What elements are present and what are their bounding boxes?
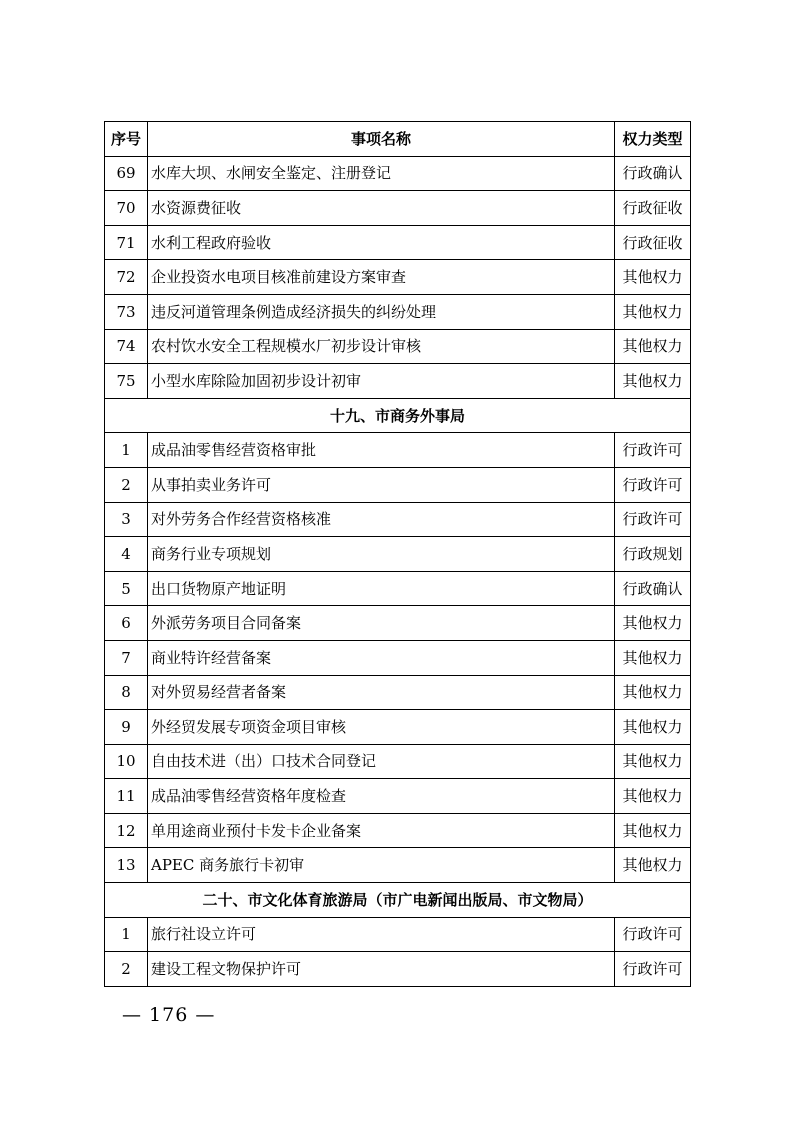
row-power-type: 行政征收	[615, 191, 691, 226]
power-list-table	[104, 121, 691, 987]
row-power-type: 行政确认	[615, 571, 691, 606]
row-number: 5	[105, 571, 148, 606]
row-power-type: 其他权力	[615, 710, 691, 745]
row-power-type: 其他权力	[615, 813, 691, 848]
table-row	[105, 917, 691, 952]
row-power-type: 其他权力	[615, 848, 691, 883]
row-power-type: 其他权力	[615, 675, 691, 710]
section-title: 二十、市文化体育旅游局（市广电新闻出版局、市文物局）	[105, 883, 691, 918]
row-item-name: 商业特许经营备案	[148, 640, 615, 675]
row-power-type: 其他权力	[615, 260, 691, 295]
row-number: 6	[105, 606, 148, 641]
row-number: 1	[105, 433, 148, 468]
table-row	[105, 606, 691, 641]
row-number: 8	[105, 675, 148, 710]
table-row	[105, 260, 691, 295]
table-row	[105, 813, 691, 848]
row-number: 69	[105, 156, 148, 191]
row-power-type: 其他权力	[615, 744, 691, 779]
table-row	[105, 467, 691, 502]
row-power-type: 行政许可	[615, 917, 691, 952]
row-item-name: 建设工程文物保护许可	[148, 952, 615, 987]
row-power-type: 行政规划	[615, 537, 691, 572]
table-row	[105, 364, 691, 399]
row-item-name: 成品油零售经营资格审批	[148, 433, 615, 468]
row-item-name: 水库大坝、水闸安全鉴定、注册登记	[148, 156, 615, 191]
row-number: 4	[105, 537, 148, 572]
row-item-name: 水利工程政府验收	[148, 225, 615, 260]
row-number: 74	[105, 329, 148, 364]
table-row	[105, 156, 691, 191]
row-power-type: 其他权力	[615, 329, 691, 364]
row-item-name: APEC 商务旅行卡初审	[148, 848, 615, 883]
row-item-name: 对外劳务合作经营资格核准	[148, 502, 615, 537]
row-number: 13	[105, 848, 148, 883]
row-number: 12	[105, 813, 148, 848]
row-item-name: 小型水库除险加固初步设计初审	[148, 364, 615, 399]
row-item-name: 企业投资水电项目核准前建设方案审查	[148, 260, 615, 295]
section-row	[105, 883, 691, 918]
table-row	[105, 744, 691, 779]
row-item-name: 成品油零售经营资格年度检查	[148, 779, 615, 814]
row-power-type: 其他权力	[615, 779, 691, 814]
row-power-type: 行政许可	[615, 952, 691, 987]
row-number: 2	[105, 952, 148, 987]
row-power-type: 其他权力	[615, 640, 691, 675]
row-power-type: 行政确认	[615, 156, 691, 191]
table-row	[105, 502, 691, 537]
row-power-type: 其他权力	[615, 364, 691, 399]
row-item-name: 外经贸发展专项资金项目审核	[148, 710, 615, 745]
table-row	[105, 294, 691, 329]
row-power-type: 其他权力	[615, 606, 691, 641]
row-item-name: 出口货物原产地证明	[148, 571, 615, 606]
page-number: — 176 —	[122, 1004, 216, 1026]
row-number: 2	[105, 467, 148, 502]
row-power-type: 行政许可	[615, 467, 691, 502]
table-row	[105, 433, 691, 468]
table-row	[105, 225, 691, 260]
row-item-name: 从事拍卖业务许可	[148, 467, 615, 502]
row-item-name: 对外贸易经营者备案	[148, 675, 615, 710]
row-number: 10	[105, 744, 148, 779]
row-item-name: 旅行社设立许可	[148, 917, 615, 952]
row-number: 1	[105, 917, 148, 952]
row-number: 9	[105, 710, 148, 745]
table-row	[105, 537, 691, 572]
row-item-name: 自由技术进（出）口技术合同登记	[148, 744, 615, 779]
header-type: 权力类型	[615, 122, 691, 157]
table-row	[105, 779, 691, 814]
row-number: 72	[105, 260, 148, 295]
row-number: 71	[105, 225, 148, 260]
section-row	[105, 398, 691, 433]
table-row	[105, 640, 691, 675]
table-row	[105, 191, 691, 226]
table-row	[105, 710, 691, 745]
row-item-name: 违反河道管理条例造成经济损失的纠纷处理	[148, 294, 615, 329]
row-item-name: 外派劳务项目合同备案	[148, 606, 615, 641]
row-item-name: 水资源费征收	[148, 191, 615, 226]
section-title: 十九、市商务外事局	[105, 398, 691, 433]
row-number: 70	[105, 191, 148, 226]
row-number: 3	[105, 502, 148, 537]
table-row	[105, 848, 691, 883]
table-row	[105, 952, 691, 987]
table-header-row	[105, 122, 691, 157]
row-number: 73	[105, 294, 148, 329]
row-number: 7	[105, 640, 148, 675]
header-name: 事项名称	[148, 122, 615, 157]
row-power-type: 行政许可	[615, 502, 691, 537]
row-power-type: 其他权力	[615, 294, 691, 329]
row-number: 75	[105, 364, 148, 399]
row-item-name: 单用途商业预付卡发卡企业备案	[148, 813, 615, 848]
row-power-type: 行政征收	[615, 225, 691, 260]
row-item-name: 农村饮水安全工程规模水厂初步设计审核	[148, 329, 615, 364]
table-row	[105, 329, 691, 364]
row-power-type: 行政许可	[615, 433, 691, 468]
table-row	[105, 571, 691, 606]
row-number: 11	[105, 779, 148, 814]
table-row	[105, 675, 691, 710]
row-item-name: 商务行业专项规划	[148, 537, 615, 572]
header-no: 序号	[105, 122, 148, 157]
